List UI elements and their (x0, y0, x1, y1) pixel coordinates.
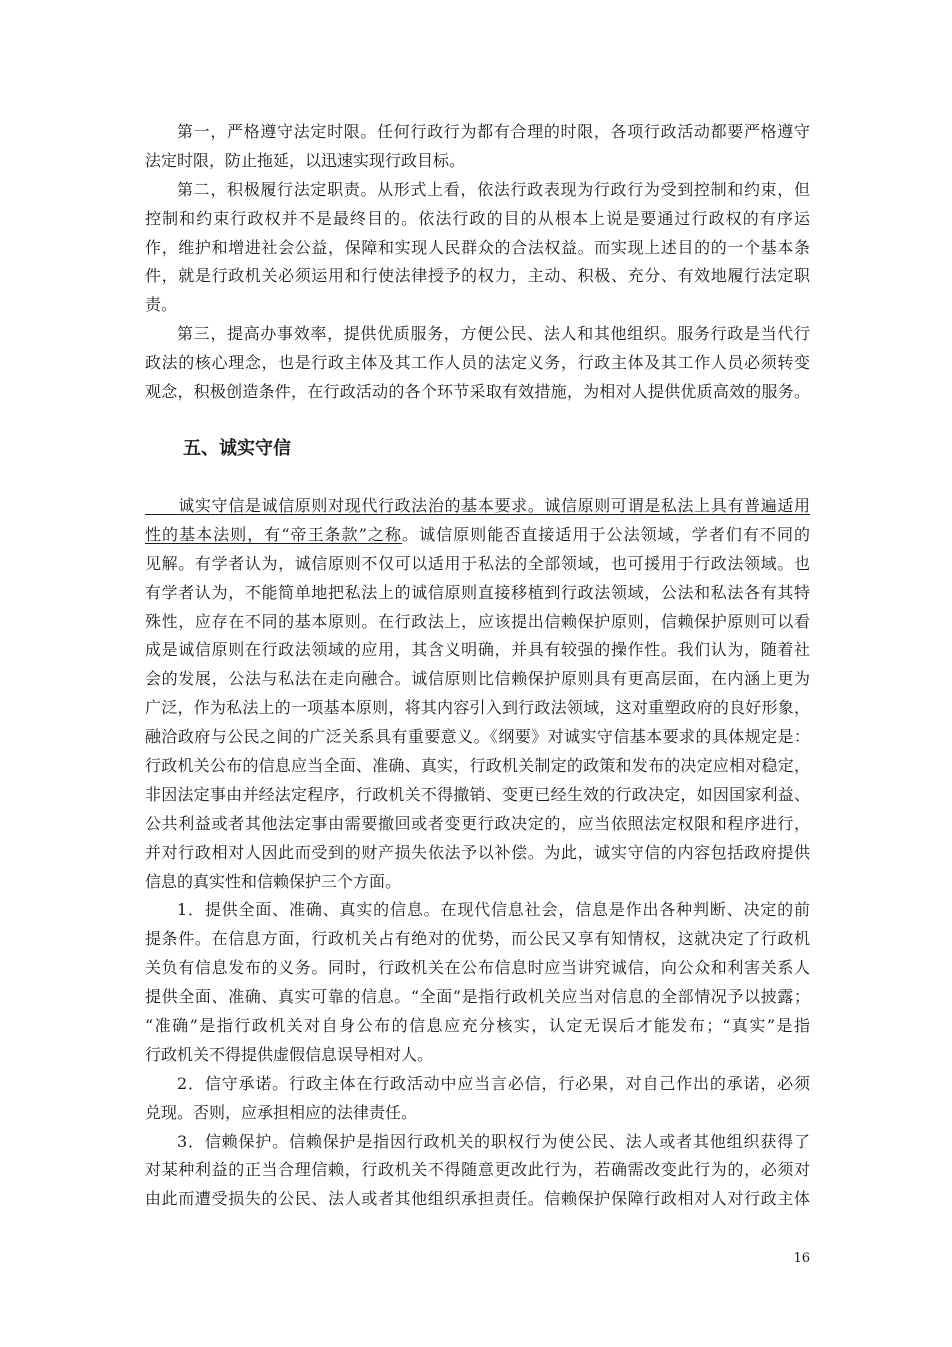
text-segment: 有学者认为，不能简单地把私法上的诚信原则直接移植到行政法领域，公法和私法各有其特 (145, 582, 810, 602)
text-line (145, 147, 810, 176)
text-segment: 行政机关公布的信息应当全面、准确、真实，行政机关制定的政策和发布的决定应相对稳定， (145, 756, 810, 776)
underlined-text: 诚实守信是诚信原则对现代行政法治的基本要求。诚信原则可谓是私法上具有普遍适用 (178, 496, 810, 515)
text-line (145, 868, 810, 897)
text-segment: 件，就是行政机关必须运用和行使法律授予的权力，主动、积极、充分、有效地履行法定职 (145, 266, 810, 286)
text-line (145, 550, 810, 579)
text-line (145, 723, 810, 752)
text-segment: 。诚信原则能否直接适用于公法领域，学者们有不同的 (402, 524, 810, 544)
text-line (145, 983, 810, 1012)
text-line (145, 925, 810, 954)
text-segment: 并对行政相对人因此而受到的财产损失依法予以补偿。为此，诚实守信的内容包括政府提供 (145, 842, 810, 862)
section-heading: 五、诚实守信 (183, 438, 291, 459)
text-segment: 行政机关不得提供虚假信息误导相对人。 (145, 1044, 434, 1064)
text-segment: 关负有信息发布的义务。同时，行政机关在公布信息时应当讲究诚信，向公众和利害关系人 (145, 958, 810, 978)
text-segment: 兑现。否则，应承担相应的法律责任。 (145, 1102, 418, 1122)
paragraph (145, 896, 810, 1069)
text-line (145, 694, 810, 723)
text-segment: 见解。有学者认为，诚信原则不仅可以适用于私法的全部领域，也可援用于行政法领域。也 (145, 553, 810, 573)
text-line (145, 1156, 810, 1185)
text-line (145, 752, 810, 781)
text-line (145, 378, 810, 407)
text-line (145, 118, 810, 147)
page-number: 16 (793, 1251, 810, 1266)
text-segment: 责。 (145, 295, 178, 315)
text-segment: 政法的核心理念，也是行政主体及其工作人员的法定义务，行政主体及其工作人员必须转变 (145, 353, 810, 373)
text-segment: 第二，积极履行法定职责。从形式上看，依法行政表现为行政行为受到控制和约束，但 (177, 179, 810, 199)
paragraph (145, 118, 810, 176)
text-segment: 作，维护和增进社会公益，保障和实现人民群众的合法权益。而实现上述目的的一个基本条 (145, 237, 810, 257)
text-line (145, 349, 810, 378)
paragraph (145, 176, 810, 320)
text-segment: 广泛，作为私法上的一项基本原则，将其内容引入到行政法领域，这对重塑政府的良好形象， (145, 698, 810, 718)
text-segment: 第一，严格遵守法定时限。任何行政行为都有合理的时限，各项行政活动都要严格遵守 (177, 122, 810, 141)
text-line (145, 839, 810, 868)
text-segment: 殊性，应存在不同的基本原则。在行政法上，应该提出信赖保护原则，信赖保护原则可以看 (145, 611, 810, 631)
text-line (145, 205, 810, 234)
text-segment: 公共利益或者其他法定事由需要撤回或者变更行政决定的，应当依照法定权限和程序进行， (145, 813, 810, 833)
text-segment: 由此而遭受损失的公民、法人或者其他组织承担责任。信赖保护保障行政相对人对行政主体 (145, 1189, 810, 1209)
text-line (145, 492, 810, 521)
text-line (145, 1185, 810, 1214)
text-segment: 提条件。在信息方面，行政机关占有绝对的优势，而公民又享有知情权，这就决定了行政机 (145, 929, 810, 949)
text-line (145, 781, 810, 810)
paragraph (145, 492, 810, 896)
underlined-text: 性的基本法则，有“帝王条款”之称 (145, 524, 403, 544)
text-segment: 非因法定事由并经法定程序，行政机关不得撤销、变更已经生效的行政决定，如因国家利益、 (145, 784, 810, 804)
text-line (145, 1070, 810, 1099)
text-line (145, 1041, 810, 1070)
text-segment: 2．信守承诺。行政主体在行政活动中应当言必信，行必果，对自己作出的承诺，必须 (177, 1073, 810, 1093)
text-segment: 控制和约束行政权并不是最终目的。依法行政的目的从根本上说是要通过行政权的有序运 (145, 208, 810, 228)
text-segment: 法定时限，防止拖延，以迅速实现行政目标。 (145, 150, 466, 170)
text-segment: “准确”是指行政机关对自身公布的信息应充分核实，认定无误后才能发布；“真实”是指 (145, 1016, 810, 1036)
text-line (145, 291, 810, 320)
text-segment: 成是诚信原则在行政法领域的应用，其含义明确，并具有较强的操作性。我们认为，随着社 (145, 640, 810, 660)
text-line (145, 234, 810, 263)
text-line (145, 954, 810, 983)
paragraph (145, 320, 810, 407)
text-line (145, 896, 810, 925)
text-line (145, 608, 810, 637)
text-line (145, 579, 810, 608)
text-line (145, 810, 810, 839)
text-segment: 信息的真实性和信赖保护三个方面。 (145, 871, 402, 891)
text-line (145, 1099, 810, 1128)
paragraph (145, 1070, 810, 1128)
text-segment: 观念，积极创造条件，在行政活动的各个环节采取有效措施，为相对人提供优质高效的服务。 (145, 382, 810, 402)
text-segment: 3．信赖保护。信赖保护是指因行政机关的职权行为使公民、法人或者其他组织获得了 (177, 1131, 810, 1151)
text-line (145, 636, 810, 665)
paragraph (145, 1128, 810, 1215)
text-segment: 融洽政府与公民之间的广泛关系具有重要意义。《纲要》对诚实守信基本要求的具体规定是： (145, 727, 810, 747)
text-segment: 1．提供全面、准确、真实的信息。在现代信息社会，信息是作出各种判断、决定的前 (177, 900, 810, 920)
text-line (145, 521, 810, 550)
text-line (145, 665, 810, 694)
text-line (145, 1128, 810, 1157)
text-segment: 提供全面、准确、真实可靠的信息。“全面”是指行政机关应当对信息的全部情况予以披露； (145, 987, 810, 1007)
body-text-block (145, 492, 810, 1214)
text-line (145, 320, 810, 349)
body-text-block (145, 118, 810, 407)
text-segment: 对某种利益的正当合理信赖，行政机关不得随意更改此行为，若确需改变此行为的，必须对 (145, 1160, 810, 1180)
text-line (145, 262, 810, 291)
text-line (145, 1012, 810, 1041)
text-segment: 第三，提高办事效率，提供优质服务，方便公民、法人和其他组织。服务行政是当代行 (177, 324, 810, 344)
text-line (145, 176, 810, 205)
text-segment: 会的发展，公法与私法在走向融合。诚信原则比信赖保护原则具有更高层面，在内涵上更为 (145, 669, 810, 689)
